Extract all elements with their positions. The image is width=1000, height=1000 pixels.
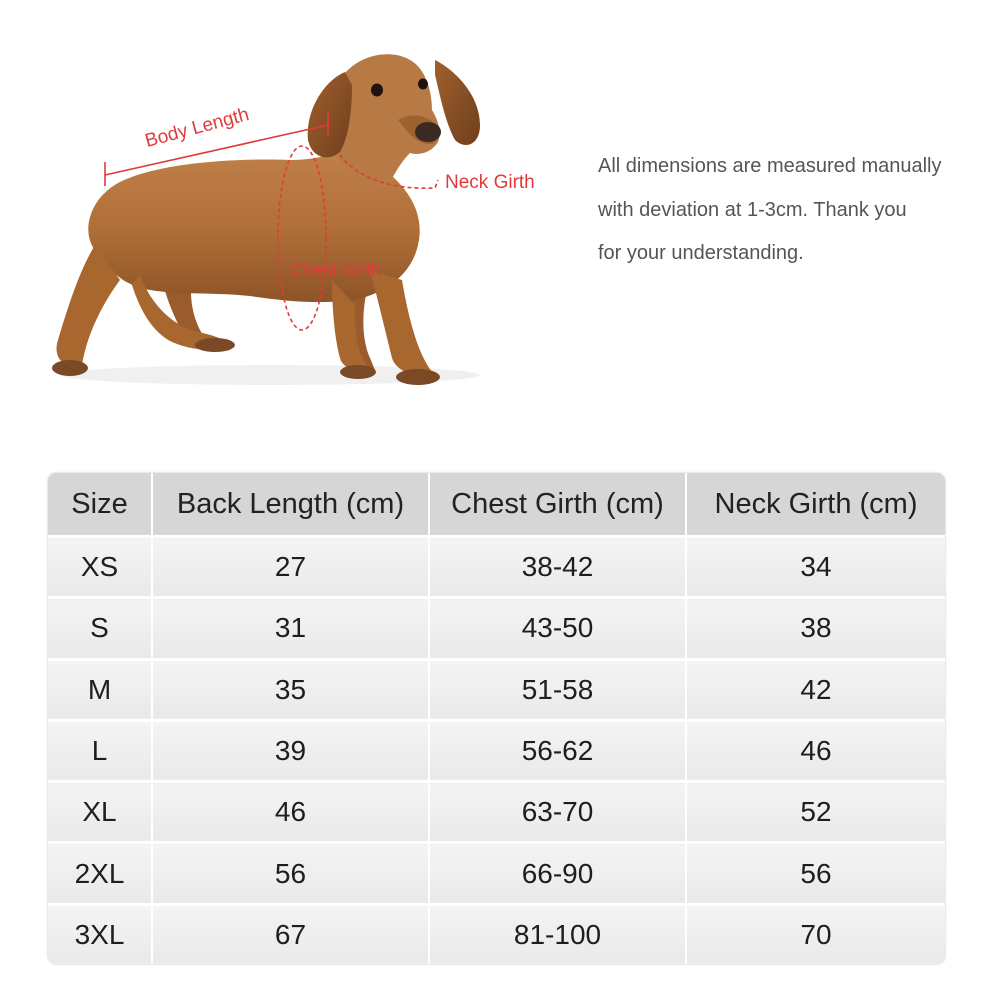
- chest-girth-cell: 56-62: [429, 720, 686, 781]
- size-cell: 2XL: [48, 843, 152, 904]
- body-length-label: Body Length: [142, 104, 252, 152]
- back-length-cell: 56: [152, 843, 429, 904]
- back-length-cell: 31: [152, 598, 429, 659]
- table-row: [48, 782, 945, 843]
- column-header-chest-girth: Chest Girth (cm): [429, 473, 686, 537]
- size-chart-table: [48, 473, 945, 964]
- chest-girth-cell: 43-50: [429, 598, 686, 659]
- size-cell: L: [48, 720, 152, 781]
- note-line: All dimensions are measured manually: [598, 155, 942, 177]
- column-header-size: Size: [48, 473, 152, 537]
- size-table: [48, 473, 945, 964]
- size-cell: 3XL: [48, 904, 152, 964]
- neck-girth-cell: 42: [686, 659, 945, 720]
- neck-girth-cell: 56: [686, 843, 945, 904]
- neck-girth-cell: 46: [686, 720, 945, 781]
- neck-girth-cell: 38: [686, 598, 945, 659]
- table-row: [48, 843, 945, 904]
- note-line: with deviation at 1-3cm. Thank you: [598, 198, 907, 221]
- neck-girth-cell: 34: [686, 537, 945, 598]
- back-length-cell: 46: [152, 782, 429, 843]
- size-cell: XS: [48, 537, 152, 598]
- dog-body: [52, 54, 480, 385]
- dog-measurement-illustration: [40, 40, 580, 400]
- chest-girth-label: Chest Girth: [290, 260, 382, 280]
- neck-girth-cell: 52: [686, 782, 945, 843]
- note-line: for your understanding.: [598, 242, 804, 264]
- table-row: [48, 537, 945, 598]
- table-row: [48, 720, 945, 781]
- neck-girth-cell: 70: [686, 904, 945, 964]
- right-ear: [435, 60, 480, 145]
- chest-girth-cell: 38-42: [429, 537, 686, 598]
- chest-girth-cell: 66-90: [429, 843, 686, 904]
- back-length-cell: 39: [152, 720, 429, 781]
- column-header-back-length: Back Length (cm): [152, 473, 429, 537]
- size-cell: S: [48, 598, 152, 659]
- column-header-neck-girth: Neck Girth (cm): [686, 473, 945, 537]
- eye-icon: [371, 84, 383, 97]
- table-row: [48, 904, 945, 964]
- size-cell: XL: [48, 782, 152, 843]
- eye-icon: [418, 79, 428, 90]
- back-length-cell: 35: [152, 659, 429, 720]
- back-length-cell: 67: [152, 904, 429, 964]
- table-row: [48, 598, 945, 659]
- chest-girth-cell: 81-100: [429, 904, 686, 964]
- table-header-row: [48, 473, 945, 537]
- chest-girth-cell: 63-70: [429, 782, 686, 843]
- chest-girth-cell: 51-58: [429, 659, 686, 720]
- size-cell: M: [48, 659, 152, 720]
- table-row: [48, 659, 945, 720]
- neck-girth-label: Neck Girth: [445, 172, 535, 193]
- dachshund-image: [40, 40, 580, 400]
- measurement-note: [598, 145, 988, 276]
- nose-icon: [415, 122, 441, 142]
- back-length-cell: 27: [152, 537, 429, 598]
